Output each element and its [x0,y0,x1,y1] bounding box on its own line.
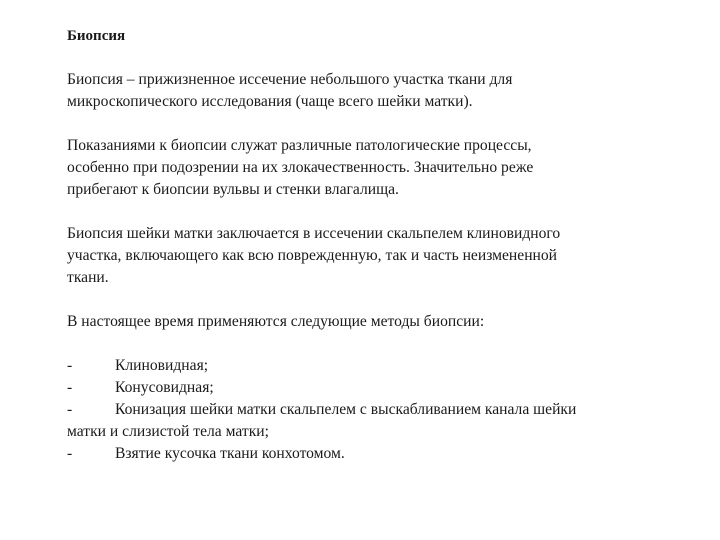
list-bullet: - [67,401,73,418]
paragraph-methods-intro [67,311,697,333]
list-item-text-continuation: матки и слизистой тела матки; [67,423,269,440]
list-item [67,443,697,465]
list-item [67,399,697,443]
text-line: Биопсия – прижизненное иссечение небольшого участка ткани для [67,71,513,88]
document [67,25,697,465]
text-line: микроскопического исследования (чаще всего шейки матки). [67,93,473,110]
text-line: прибегают к биопсии вульвы и стенки влагалища. [67,181,399,198]
list-item-text: Конусовидная; [115,379,214,396]
text-line: Показаниями к биопсии служат различные патологические процессы, [67,137,532,154]
list-item-text: Клиновидная; [115,357,209,374]
text-line: ткани. [67,269,109,286]
paragraph-indications [67,135,697,201]
list-item-text: Конизация шейки матки скальпелем с выскабливанием канала шейки [115,401,577,418]
list-item [67,377,697,399]
paragraph-procedure [67,223,697,289]
list-bullet: - [67,379,73,396]
text-line: особенно при подозрении на их злокачественность. Значительно реже [67,159,534,176]
text-line: В настоящее время применяются следующие методы биопсии: [67,313,485,330]
text-line: участка, включающего как всю поврежденную, так и часть неизмененной [67,247,558,264]
document-title: Биопсия [67,28,126,44]
methods-list [67,355,697,465]
text-line: Биопсия шейки матки заключается в иссечении скальпелем клиновидного [67,225,561,242]
paragraph-definition [67,69,697,113]
list-bullet: - [67,357,73,374]
list-item-text: Взятие кусочка ткани конхотомом. [115,445,345,462]
list-item [67,355,697,377]
list-bullet: - [67,445,73,462]
